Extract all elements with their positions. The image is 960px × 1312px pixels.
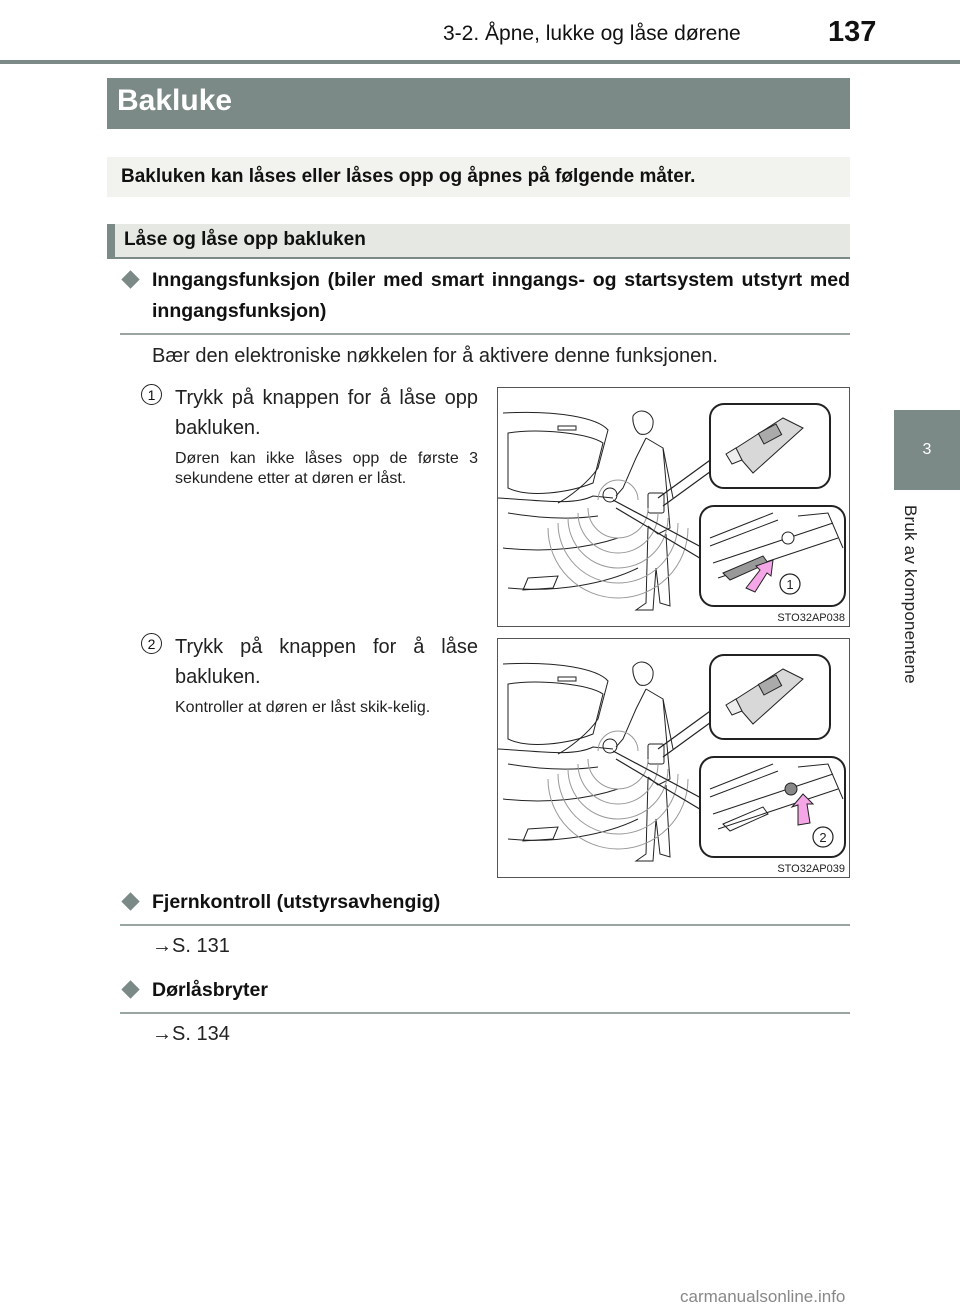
step-1 [141,383,478,489]
illustration-lock-backdoor [497,638,850,878]
page-number: 137 [828,16,877,48]
step-number-circle: 2 [141,633,162,654]
feature-heading-door-lock-switch [120,975,850,1014]
car-person-key-illustration-icon [498,388,851,628]
feature-divider [120,1012,850,1014]
feature-divider [120,333,850,335]
subsection-heading: Låse og låse opp bakluken [107,224,850,259]
svg-text:2: 2 [819,830,827,845]
diamond-bullet-icon [121,892,139,910]
feature-divider [120,924,850,926]
illustration-unlock-backdoor [497,387,850,627]
step-2 [141,632,478,718]
feature-paragraph: Bær den elektroniske nøkkelen for å aktivere denne funksjonen. [152,345,718,367]
chapter-tab [894,410,960,490]
step-number-circle: 1 [141,384,162,405]
feature-heading-remote [120,887,850,926]
chapter-title: Bruk av komponentene [901,505,920,684]
step-note: Døren kan ikke låses opp de første 3 sekundene etter at døren er låst. [175,450,478,487]
chapter-number: 3 [922,441,932,458]
diamond-bullet-icon [121,270,139,288]
page-title: Bakluke [107,78,850,129]
watermark: carmanualsonline.info [680,1287,846,1306]
header-divider [0,60,960,64]
feature-heading-text: Dørlåsbryter [152,979,268,1001]
feature-heading-text: Fjernkontroll (utstyrsavhengig) [152,891,441,913]
step-note: Kontroller at døren er låst skik-kelig. [175,699,431,716]
diamond-bullet-icon [121,980,139,998]
intro-text: Bakluken kan låses eller låses opp og åpnes på følgende måter. [107,157,850,197]
page-reference-link[interactable]: →S. 134 [152,1023,230,1045]
car-person-key-illustration-icon [498,639,851,879]
figure-code: STO32AP038 [777,612,845,624]
feature-heading-entry [120,265,850,335]
running-header-section: 3-2. Åpne, lukke og låse dørene [443,22,741,45]
step-instruction: Trykk på knappen for å låse opp bakluken. [175,387,478,439]
step-instruction: Trykk på knappen for å låse bakluken. [175,636,478,688]
page-reference-link[interactable]: →S. 131 [152,935,230,957]
figure-code: STO32AP039 [777,863,845,875]
feature-heading-text: Inngangsfunksjon (biler med smart inngangs- og startsystem utstyrt med inngangsfunksjon) [152,269,850,322]
svg-text:1: 1 [786,577,794,592]
